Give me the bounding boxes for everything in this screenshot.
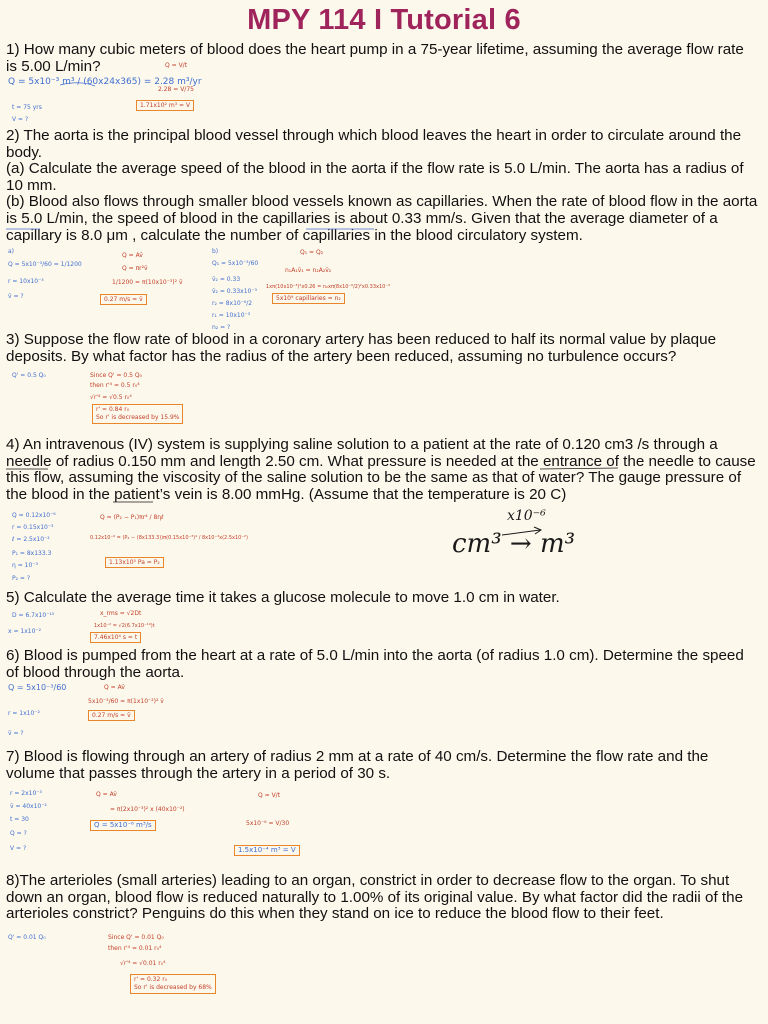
- q2b-radius-2: r₂ = 8x10⁻⁶/2: [212, 300, 253, 307]
- q4-conversion-factor: x10⁻⁶: [507, 508, 546, 524]
- q7-volume-answer-box: 1.5x10⁻⁴ m³ = V: [234, 845, 300, 856]
- q3-answer-line-2: So r' is decreased by 15.9%: [96, 414, 180, 421]
- ink-underline-q1: [60, 83, 95, 86]
- q7-volume-substitution: 5x10⁻⁶ = V/30: [246, 820, 290, 827]
- arrow-icon: [502, 527, 541, 535]
- q2b-flow: Q₁ = 5x10⁻³/60: [212, 260, 259, 267]
- q2b-label: b): [212, 248, 219, 255]
- question-6-text: 6) Blood is pumped from the heart at a rate of 5.0 L/min into the aorta (of radius 1.0 cm). Determine the speed of blood through the aorta.: [6, 647, 744, 681]
- q4-answer-box: 1.13x10⁵ Pa = P₂: [105, 557, 164, 568]
- question-7-text: 7) Blood is flowing through an artery of radius 2 mm at a rate of 40 cm/s. Determine the flow rate and the volume that passes through the artery in a period of 30 s.: [6, 748, 709, 782]
- q1-flow-calc: Q = 5x10⁻³ m³ / (60x24x365) = 2.28 m³/yr: [8, 77, 202, 87]
- q4-unknown: P₂ = ?: [12, 575, 31, 582]
- question-2a-text: (a) Calculate the average speed of the blood in the aorta if the flow rate is 5.0 L/min. The aorta has a radius of 10 mm.: [6, 160, 744, 194]
- q5-distance: x = 1x10⁻²: [8, 628, 41, 635]
- q4-pressure-1: P₁ = 8x133.3: [12, 550, 52, 557]
- q2a-label: a): [8, 248, 15, 255]
- q5-answer-box: 7.46x10⁴ s = t: [90, 632, 141, 643]
- q7-flow-unknown: Q = ?: [10, 830, 27, 837]
- ink-underline-entrance: [540, 468, 618, 469]
- q1-answer-box: 1.71x10² m³ = V: [136, 100, 194, 111]
- q4-radius: r = 0.15x10⁻³: [12, 524, 54, 531]
- q6-radius: r = 1x10⁻²: [8, 710, 40, 717]
- question-2-text: 2) The aorta is the principal blood vessel through which blood leaves the heart in order to circulate around the body.: [6, 127, 742, 161]
- q6-answer-box: 0.27 m/s = v̄: [88, 710, 135, 721]
- q7-substitution: = π(2x10⁻³)² x (40x10⁻²): [110, 806, 185, 813]
- q2a-radius: r = 10x10⁻³: [8, 278, 44, 285]
- q3-root: √r'⁴ = √0.5 r₀⁴: [90, 394, 132, 401]
- q2a-unknown: v̄ = ?: [8, 293, 24, 300]
- q5-diffusion-constant: D = 6.7x10⁻¹⁰: [12, 612, 55, 619]
- q8-root: √r'⁴ = √0.01 r₀⁴: [120, 960, 166, 967]
- q3-given: Q' = 0.5 Q₀: [12, 372, 46, 379]
- q6-substitution: 5x10⁻³/60 = π(1x10⁻²)² v̄: [88, 698, 164, 705]
- q7-formula: Q = Av̄: [96, 791, 117, 798]
- q2b-continuity: Q₁ = Q₂: [300, 249, 324, 256]
- q2b-continuity-expanded: n₁A₁v̄₁ = n₂A₂v̄₂: [285, 267, 332, 274]
- question-4-text: 4) An intravenous (IV) system is supplying saline solution to a patient at the rate of 0.120 cm3 /s through a needle of radius 0.150 mm and length 2.50 cm. What pressure is needed at the entrance of the needle to cause this flow, assuming the viscosity of the saline solution to be the same as that of water? The gauge pressure of the blood in the patient’s vein is 8.00 mmHg. (Assume that the temperature is 20 C): [6, 436, 756, 503]
- q2a-formula: Q = Av̄: [122, 252, 143, 259]
- q1-formula: Q = V/t: [165, 62, 188, 69]
- q2b-answer-box: 5x10⁹ capillaries = n₂: [272, 293, 345, 304]
- q2b-radius-1: r₁ = 10x10⁻³: [212, 312, 251, 319]
- q2a-flow: Q = 5x10⁻³/60 = 1/1200: [8, 261, 82, 268]
- q2a-formula-expanded: Q = πr²v̄: [122, 265, 148, 272]
- q7-time: t = 30: [10, 816, 29, 823]
- q1-substitution: 2.28 = V/75: [158, 86, 194, 93]
- q8-then: then r'⁴ = 0.01 r₀⁴: [108, 945, 162, 952]
- q1-unknown: V = ?: [12, 116, 29, 123]
- q4-viscosity: η = 10⁻³: [12, 562, 38, 569]
- q4-unit-conversion: cm³ → m³: [452, 529, 576, 559]
- q2b-speed-2: v̄₂ = 0.33x10⁻³: [212, 288, 257, 295]
- q4-substitution: 0.12x10⁻⁶ = (P₂ − (8x133.3))π(0.15x10⁻³)⁴ / 8x10⁻³x(2.5x10⁻²): [90, 535, 248, 541]
- q3-then: then r'⁴ = 0.5 r₀⁴: [90, 382, 140, 389]
- q2b-substitution: 1xπ(10x10⁻³)²x0.26 = n₂xπ(8x10⁻⁶/2)²x0.33x10⁻³: [266, 284, 390, 290]
- q3-since: Since Q' = 0.5 Q₀: [90, 372, 142, 379]
- q6-formula: Q = Av̄: [104, 684, 125, 691]
- q7-volume-unknown: V = ?: [10, 845, 27, 852]
- question-5-text: 5) Calculate the average time it takes a glucose molecule to move 1.0 cm in water.: [6, 589, 560, 606]
- q7-flow-answer-box: Q = 5x10⁻⁶ m³/s: [90, 820, 156, 831]
- q5-rms-formula: x_rms = √2Dt: [100, 610, 142, 617]
- question-3-text: 3) Suppose the flow rate of blood in a coronary artery has been reduced to half its normal value by plaque deposits. By what factor has the radius of the artery been reduced, assuming no turbulence occurs?: [6, 331, 717, 365]
- q1-time: t = 75 yrs: [12, 104, 42, 111]
- q8-answer-line-2: So r' is decreased by 68%: [134, 984, 212, 991]
- page-title: MPY 114 I Tutorial 6: [247, 4, 521, 36]
- q7-volume-formula: Q = V/t: [258, 792, 281, 799]
- q2b-speed-1: v̄₂ = 0.33: [212, 276, 241, 283]
- q6-flow: Q = 5x10⁻³/60: [8, 683, 67, 692]
- q8-answer-line-1: r' = 0.32 r₀: [134, 976, 168, 983]
- question-1-text: 1) How many cubic meters of blood does the heart pump in a 75-year lifetime, assuming the average flow rate is 5.00 L/min?: [6, 41, 744, 75]
- q7-speed: v̄ = 40x10⁻²: [10, 803, 47, 810]
- q7-radius: r = 2x10⁻³: [10, 790, 42, 797]
- q8-given: Q' = 0.01 Q₀: [8, 934, 46, 941]
- q6-unknown: v̄ = ?: [8, 730, 24, 737]
- q5-substitution: 1x10⁻² = √2(6.7x10⁻¹⁰)t: [94, 623, 155, 629]
- q4-poiseuille: Q = (P₂ − P₁)πr⁴ / 8ηℓ: [100, 514, 164, 521]
- q2a-substitution: 1/1200 = π(10x10⁻³)² v̄: [112, 279, 183, 286]
- q4-flow: Q = 0.12x10⁻⁶: [12, 512, 56, 519]
- q8-since: Since Q' = 0.01 Q₀: [108, 934, 164, 941]
- q4-length: ℓ = 2.5x10⁻²: [12, 536, 50, 543]
- q3-answer-line-1: r' = 0.84 r₀: [96, 406, 130, 413]
- question-2b-text: (b) Blood also flows through smaller blood vessels known as capillaries. When the rate of blood flow in the aorta is 5.0 L/min, the speed of blood in the capillaries is about 0.33 mm/s. Given that the average diameter of a capillary is 8.0 μm , calculate the number of capillaries in the blood circulatory system.: [6, 193, 758, 244]
- q2a-answer-box: 0.27 m/s = v̄: [100, 294, 147, 305]
- q2b-unknown: n₂ = ?: [212, 324, 231, 331]
- question-8-text: 8)The arterioles (small arteries) leading to an organ, constrict in order to decrease flow to the organ. To shut down an organ, blood flow is reduced naturally to 1.00% of its original value. By what factor did the radii of the arterioles constrict? Penguins do this when they stand on ice to reduce the blood flow to their feet.: [6, 872, 744, 923]
